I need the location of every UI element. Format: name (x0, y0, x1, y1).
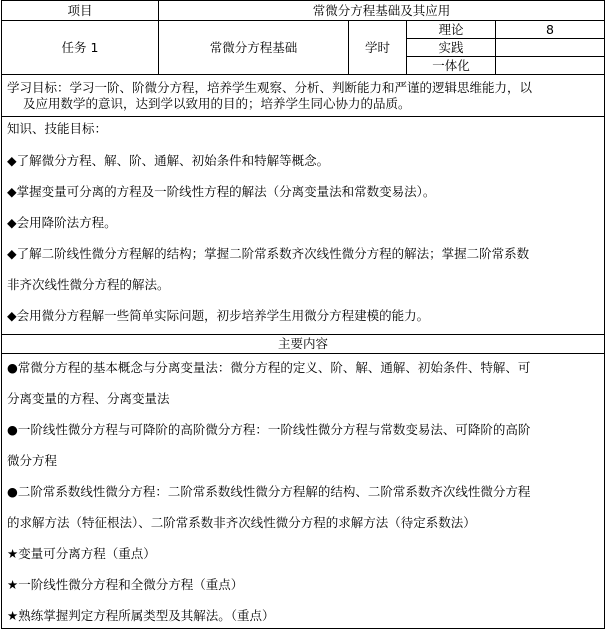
skill-item: ◆了解微分方程、解、阶、通解、初始条件和特解等概念。 (7, 153, 330, 168)
project-label: 项目 (2, 1, 159, 21)
hours-label: 学时 (349, 21, 407, 75)
content-title: 主要内容 (2, 335, 605, 354)
content-item: 分离变量的方程、分离变量法 (7, 391, 170, 406)
content-item: ●常微分方程的基本概念与分离变量法：微分方程的定义、阶、解、通解、初始条件、特解、可 (7, 360, 531, 375)
hours-value-practice (496, 39, 605, 57)
skill-item: ◆会用降阶法方程。 (7, 215, 117, 230)
learning-goal (2, 75, 605, 117)
hours-value-theory: 8 (496, 21, 605, 39)
course-plan-table (1, 0, 605, 629)
skill-item: ◆了解二阶线性微分方程解的结构；掌握二阶常系数齐次线性微分方程的解法；掌握二阶常系数 (7, 246, 530, 261)
content-item: ★熟练掌握判定方程所属类型及其解法。（重点） (7, 608, 275, 623)
content-item: ●一阶线性微分方程与可降阶的高阶微分方程：一阶线性微分方程与常数变易法、可降阶的高阶 (7, 422, 531, 437)
content-item: ●二阶常系数线性微分方程：二阶常系数线性微分方程解的结构、二阶常系数齐次线性微分方程 (7, 484, 531, 499)
hours-type-theory: 理论 (407, 21, 496, 39)
hours-value-integrated (496, 57, 605, 75)
hours-type-integrated: 一体化 (407, 57, 496, 75)
content-item: 的求解方法（特征根法）、二阶常系数非齐次线性微分方程的求解方法（待定系数法） (7, 515, 476, 530)
content-item: ★一阶线性微分方程和全微分方程（重点） (7, 577, 244, 592)
learning-goal-line: 及应用数学的意识，达到学以致用的目的；培养学生同心协力的品质。 (23, 95, 411, 111)
task-name: 常微分方程基础 (159, 21, 349, 75)
skill-item: ◆掌握变量可分离的方程及一阶线性方程的解法（分离变量法和常数变易法）。 (7, 184, 436, 199)
skills-section (2, 117, 605, 335)
content-item: ★变量可分离方程（重点） (7, 546, 156, 561)
content-item: 微分方程 (7, 453, 58, 468)
learning-goal-line: 学习目标：学习一阶、阶微分方程，培养学生观察、分析、判断能力和严谨的逻辑思维能力，以 (7, 79, 533, 95)
skills-title: 知识、技能目标： (7, 121, 108, 136)
content-section (2, 354, 605, 629)
project-value: 常微分方程基础及其应用 (159, 1, 605, 21)
hours-type-practice: 实践 (407, 39, 496, 57)
skill-item: 非齐次线性微分方程的解法。 (7, 277, 170, 292)
task-label: 任务 1 (2, 21, 159, 75)
skill-item: ◆会用微分方程解一些简单实际问题，初步培养学生用微分方程建模的能力。 (7, 308, 430, 323)
